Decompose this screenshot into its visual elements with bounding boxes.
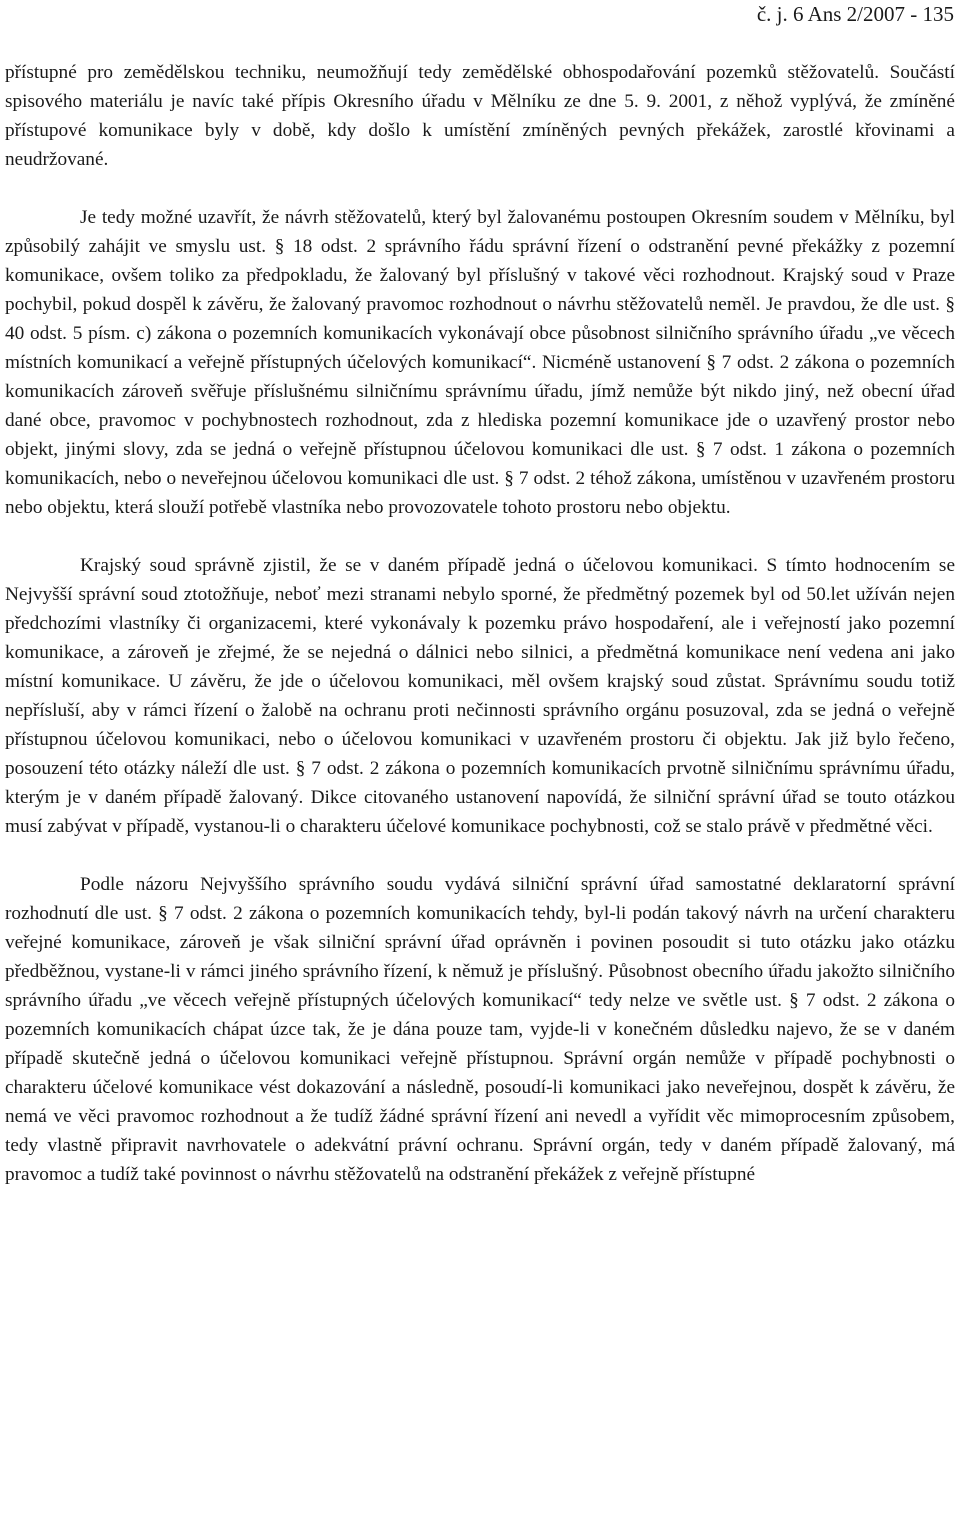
paragraph-2: Je tedy možné uzavřít, že návrh stěžovatelů, který byl žalovanému postoupen Okresním soudem v Mělníku, byl způsobilý zahájit ve smyslu ust. § 18 odst. 2 správního řádu správní řízení o odstranění pevné překážky z pozemní komunikace, ovšem toliko za předpokladu, že žalovaný byl příslušný v takové věci rozhodnout. Krajský soud v Praze pochybil, pokud dospěl k závěru, že žalovaný pravomoc rozhodnout o návrhu stěžovatelů neměl. Je pravdou, že dle ust. § 40 odst. 5 písm. c) zákona o pozemních komunikacích vykonávají obce působnost silničního správního úřadu „ve věcech místních komunikací a veřejně přístupných účelových komunikací“. Nicméně ustanovení § 7 odst. 2 zákona o pozemních komunikacích zároveň svěřuje příslušnému silničnímu správnímu úřadu, jímž nemůže být nikdo jiný, než obecní úřad dané obce, pravomoc v pochybnostech rozhodnout, zda z hlediska pozemní komunikace jde o uzavřený prostor nebo objekt, jinými slovy, zda se jedná o veřejně přístupnou účelovou komunikaci dle ust. § 7 odst. 1 zákona o pozemních komunikacích, nebo o neveřejnou účelovou komunikaci dle ust. § 7 odst. 2 téhož zákona, umístěnou v uzavřeném prostoru nebo objektu, která slouží potřebě vlastníka nebo provozovatele tohoto prostoru nebo objektu. — [5, 207, 955, 518]
paragraph-3: Krajský soud správně zjistil, že se v daném případě jedná o účelovou komunikaci. S tímto hodnocením se Nejvyšší správní soud ztotožňuje, neboť mezi stranami nebylo sporné, že předmětný pozemek byl od 50.let užíván nejen předchozími vlastníky či organizacemi, které vykonávaly k pozemku právo hospodaření, ale i veřejností jako pozemní komunikace, a zároveň je zřejmé, že se nejedná o dálnici nebo silnici, a předmětná komunikace není vedena ani jako místní komunikace. U závěru, že jde o účelovou komunikaci, měl ovšem krajský soud zůstat. Správnímu soudu totiž nepřísluší, aby v rámci řízení o žalobě na ochranu proti nečinnosti správního orgánu posuzoval, zda se jedná o veřejně přístupnou účelovou komunikaci, nebo o účelovou komunikaci v uzavřeném prostoru či objektu. Jak již bylo řečeno, posouzení této otázky náleží dle ust. § 7 odst. 2 zákona o pozemních komunikacích prvotně silničnímu správnímu úřadu, kterým je v daném případě žalovaný. Dikce citovaného ustanovení napovídá, že silniční správní úřad se touto otázkou musí zabývat v případě, vystanou-li o charakteru účelové komunikace pochybnosti, což se stalo právě v předmětné věci. — [5, 555, 955, 837]
paragraph-4: Podle názoru Nejvyššího správního soudu vydává silniční správní úřad samostatné deklaratorní správní rozhodnutí dle ust. § 7 odst. 2 zákona o pozemních komunikacích tehdy, byl-li podán takový návrh na určení charakteru veřejné komunikace, zároveň je však silniční správní úřad oprávněn i povinen posoudit si tuto otázku jako otázku předběžnou, vystane-li v rámci jiného správního řízení, k němuž je příslušný. Působnost obecního úřadu jakožto silničního správního úřadu „ve věcech veřejně přístupných účelových komunikací“ tedy nelze ve světle ust. § 7 odst. 2 zákona o pozemních komunikacích chápat úzce tak, že je dána pouze tam, vyjde-li v konečném důsledku najevo, že se v daném případě skutečně jedná o účelovou komunikaci veřejně přístupnou. Správní orgán nemůže v případě pochybnosti o charakteru účelové komunikace vést dokazování a následně, posoudí-li komunikaci jako neveřejnou, dospět k závěru, že nemá ve věci pravomoc rozhodnout a že tudíž žádné správní řízení ani nevedl a vyřídit věc mimoprocesním způsobem, tedy vlastně připravit navrhovatele o adekvátní právní ochranu. Správní orgán, tedy v daném případě žalovaný, má pravomoc a tudíž také povinnost o návrhu stěžovatelů na odstranění překážek z veřejně přístupné — [5, 874, 955, 1185]
document-body — [5, 58, 955, 1189]
case-number-header: č. j. 6 Ans 2/2007 - 135 — [756, 2, 954, 26]
paragraph-1: přístupné pro zemědělskou techniku, neumožňují tedy zemědělské obhospodařování pozemků stěžovatelů. Součástí spisového materiálu je navíc také přípis Okresního úřadu v Mělníku ze dne 5. 9. 2001, z něhož vyplývá, že zmíněné přístupové komunikace byly v době, kdy došlo k umístění zmíněných pevných překážek, zarostlé křovinami a neudržované. — [5, 62, 955, 170]
